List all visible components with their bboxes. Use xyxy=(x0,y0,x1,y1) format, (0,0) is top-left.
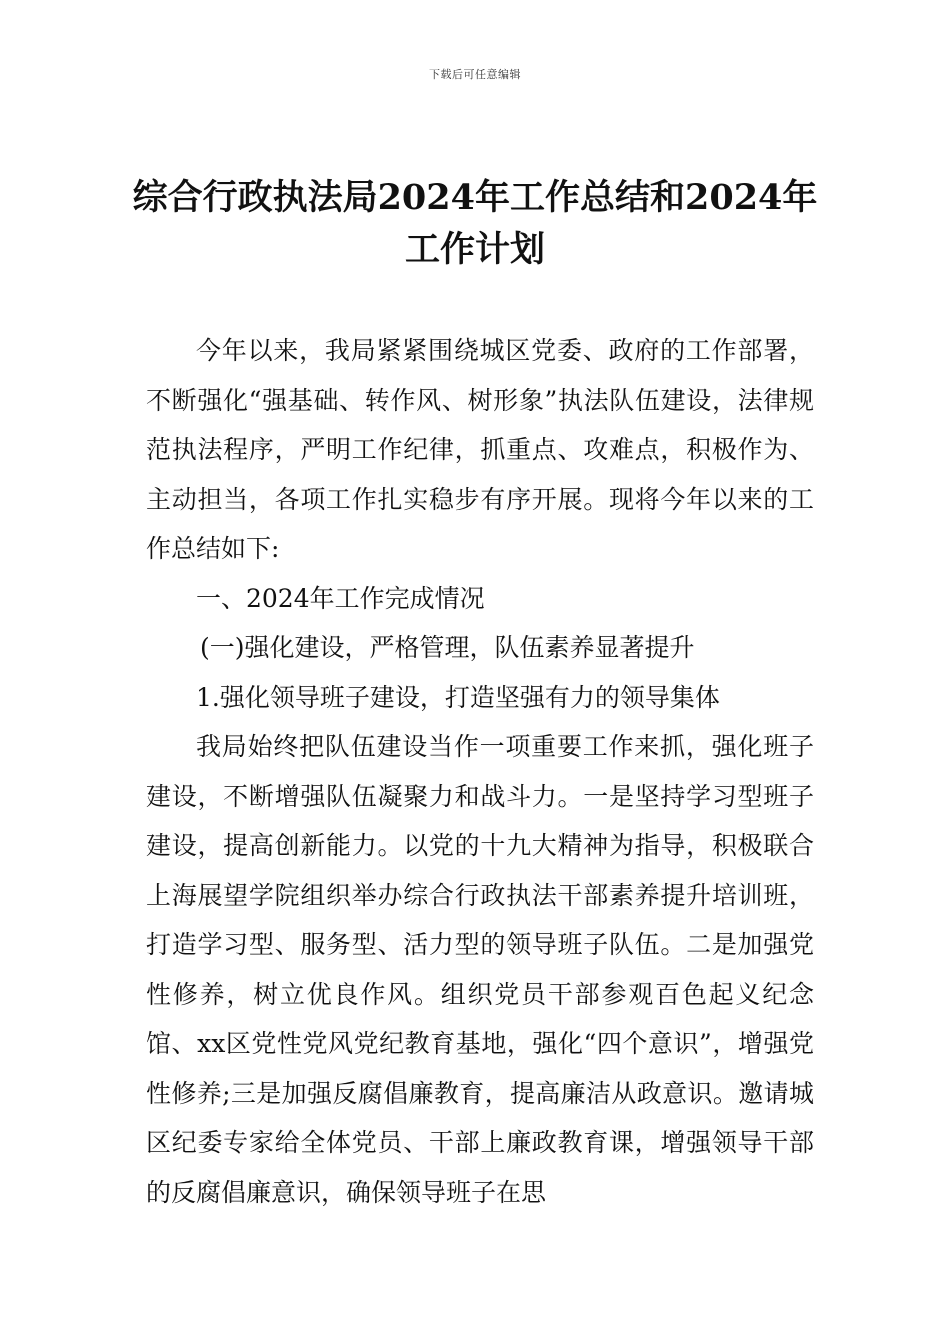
section-heading: 一、2024年工作完成情况 xyxy=(196,583,485,613)
body-paragraph: 我局始终把队伍建设当作一项重要工作来抓，强化班子建设，不断增强队伍凝聚力和战斗力。一是坚持学习型班子建设，提高创新能力。以党的十九大精神为指导，积极联合上海展望学院组织举办综合行政执法干部素养提升培训班，打造学习型、服务型、活力型的领导班子队伍。二是加强党性修养，树立优良作风。组织党员干部参观百色起义纪念馆、xx区党性党风党纪教育基地，强化“四个意识”，增强党性修养;三是加强反腐倡廉教育，提高廉洁从政意识。邀请城区纪委专家给全体党员、干部上廉政教育课，增强领导干部的反腐倡廉意识，确保领导班子在思 xyxy=(146,732,814,1207)
intro-paragraph: 今年以来，我局紧紧围绕城区党委、政府的工作部署，不断强化“强基础、转作风、树形象”执法队伍建设，法律规范执法程序，严明工作纪律，抓重点、攻难点，积极作为、主动担当，各项工作扎实稳步有序开展。现将今年以来的工作总结如下: xyxy=(146,336,814,563)
subsection-heading: (一)强化建设，严格管理，队伍素养显著提升 xyxy=(200,633,695,662)
document-title xyxy=(130,172,820,276)
document-body xyxy=(146,326,814,1217)
item-heading: 1.强化领导班子建设，打造坚强有力的领导集体 xyxy=(196,682,720,712)
title-line-2: 工作计划 xyxy=(404,229,545,270)
title-line-1: 综合行政执法局2024年工作总结和2024年 xyxy=(132,177,818,218)
header-note: 下载后可任意编辑 xyxy=(429,68,521,81)
